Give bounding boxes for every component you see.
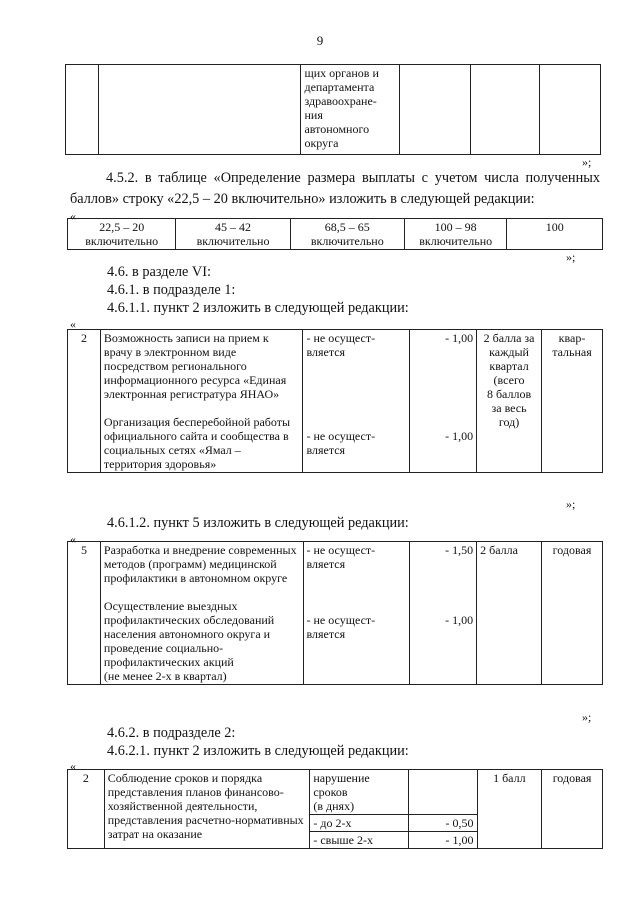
condition: - не осущест- вляется bbox=[306, 613, 376, 641]
item-number: 5 bbox=[68, 542, 101, 685]
table-cell bbox=[98, 65, 301, 155]
score-range-table bbox=[67, 218, 603, 250]
paragraph-4-6-2: 4.6.2. в подразделе 2: bbox=[107, 725, 236, 741]
condition: - свыше 2-х bbox=[310, 832, 409, 849]
table-cell: 68,5 – 65 включительно bbox=[290, 219, 404, 250]
max-score: 2 балла за каждый квартал (всего 8 баллов за весь год) bbox=[477, 330, 542, 473]
table-cell: 45 – 42 включительно bbox=[176, 219, 290, 250]
evaluation-period: квар- тальная bbox=[542, 330, 603, 473]
table-cell bbox=[303, 330, 410, 473]
score-value: - 0,50 bbox=[408, 815, 477, 832]
table-cell: 100 – 98 включительно bbox=[404, 219, 507, 250]
condition: - не осущест- вляется bbox=[306, 543, 376, 571]
condition: - не осущест- вляется bbox=[306, 429, 376, 457]
table-cell bbox=[471, 65, 540, 155]
score-value: - 1,00 bbox=[445, 331, 474, 345]
open-quote: « bbox=[70, 317, 76, 331]
page-number: 9 bbox=[316, 33, 324, 48]
item-2-table bbox=[67, 329, 603, 473]
indicator-description: Соблюдение сроков и порядка представления планов финансово-хозяйственной деятельности, представления расчетно-нормативных затрат на оказание bbox=[104, 770, 310, 849]
table-row bbox=[68, 770, 603, 815]
paragraph-4-6-1-2: 4.6.1.2. пункт 5 изложить в следующей редакции: bbox=[107, 515, 409, 531]
table-row bbox=[68, 542, 603, 685]
table-cell: 100 bbox=[507, 219, 603, 250]
table-cell bbox=[408, 770, 477, 815]
table-row bbox=[66, 65, 601, 155]
evaluation-period: годовая bbox=[542, 542, 603, 685]
table-cell bbox=[400, 65, 471, 155]
close-quote: »; bbox=[582, 155, 592, 169]
indicator-description: Разработка и внедрение современных методов (программ) медицинской профилактики в автономном округе bbox=[103, 543, 297, 585]
indicator-description: Осуществление выездных профилактических обследований населения автономного округа и проведение социально-профилактических акций (не менее 2-х в квартал) bbox=[103, 599, 275, 683]
table-cell: щих органов и департамента здравоохране- ния автономного округа bbox=[301, 65, 400, 155]
max-score: 1 балл bbox=[477, 770, 542, 849]
score-value: - 1,00 bbox=[445, 429, 474, 443]
indicator-description: Возможность записи на прием к врачу в электронном виде посредством регионального информационного ресурса «Единая электронная регистратура ЯНАО» bbox=[103, 331, 287, 401]
paragraph-4-6-1: 4.6.1. в подразделе 1: bbox=[107, 282, 236, 298]
condition: - до 2-х bbox=[310, 815, 409, 832]
indicator-description: Организация бесперебойной работы официального сайта и сообщества в социальных сетях «Ямал – территория здоровья» bbox=[103, 415, 291, 471]
table-cell bbox=[410, 330, 477, 473]
paragraph-4-6-2-1: 4.6.2.1. пункт 2 изложить в следующей редакции: bbox=[107, 743, 409, 759]
table-row bbox=[68, 219, 603, 250]
item-5-table bbox=[67, 541, 603, 685]
close-quote: »; bbox=[582, 710, 592, 724]
table-cell bbox=[100, 542, 303, 685]
table-cell bbox=[66, 65, 99, 155]
close-quote: »; bbox=[566, 250, 576, 264]
score-value: - 1,50 bbox=[445, 543, 474, 557]
condition-header: нарушение сроков (в днях) bbox=[310, 770, 409, 815]
open-quote: « bbox=[70, 532, 76, 546]
table-cell bbox=[540, 65, 601, 155]
score-value: - 1,00 bbox=[445, 613, 474, 627]
table-cell bbox=[303, 542, 410, 685]
table-cell bbox=[100, 330, 303, 473]
max-score: 2 балла bbox=[477, 542, 542, 685]
condition: - не осущест- вляется bbox=[306, 331, 376, 359]
item-number: 2 bbox=[68, 330, 101, 473]
paragraph-4-5-2: 4.5.2. в таблице «Определение размера выплаты с учетом числа полученных баллов» строку «22,5 – 20 включительно» изложить в следующей редакции: bbox=[70, 170, 600, 207]
paragraph-4-6: 4.6. в разделе VI: bbox=[107, 264, 211, 280]
table-cell: 22,5 – 20 включительно bbox=[68, 219, 176, 250]
table-row bbox=[68, 330, 603, 473]
open-quote: « bbox=[70, 759, 76, 773]
subsection-2-item-2-table bbox=[67, 769, 603, 849]
close-quote: »; bbox=[566, 497, 576, 511]
score-value: - 1,00 bbox=[408, 832, 477, 849]
paragraph-4-6-1-1: 4.6.1.1. пункт 2 изложить в следующей редакции: bbox=[107, 300, 409, 316]
continuation-table bbox=[65, 64, 601, 155]
table-cell bbox=[410, 542, 477, 685]
item-number: 2 bbox=[68, 770, 105, 849]
evaluation-period: годовая bbox=[542, 770, 603, 849]
open-quote: « bbox=[70, 209, 76, 223]
